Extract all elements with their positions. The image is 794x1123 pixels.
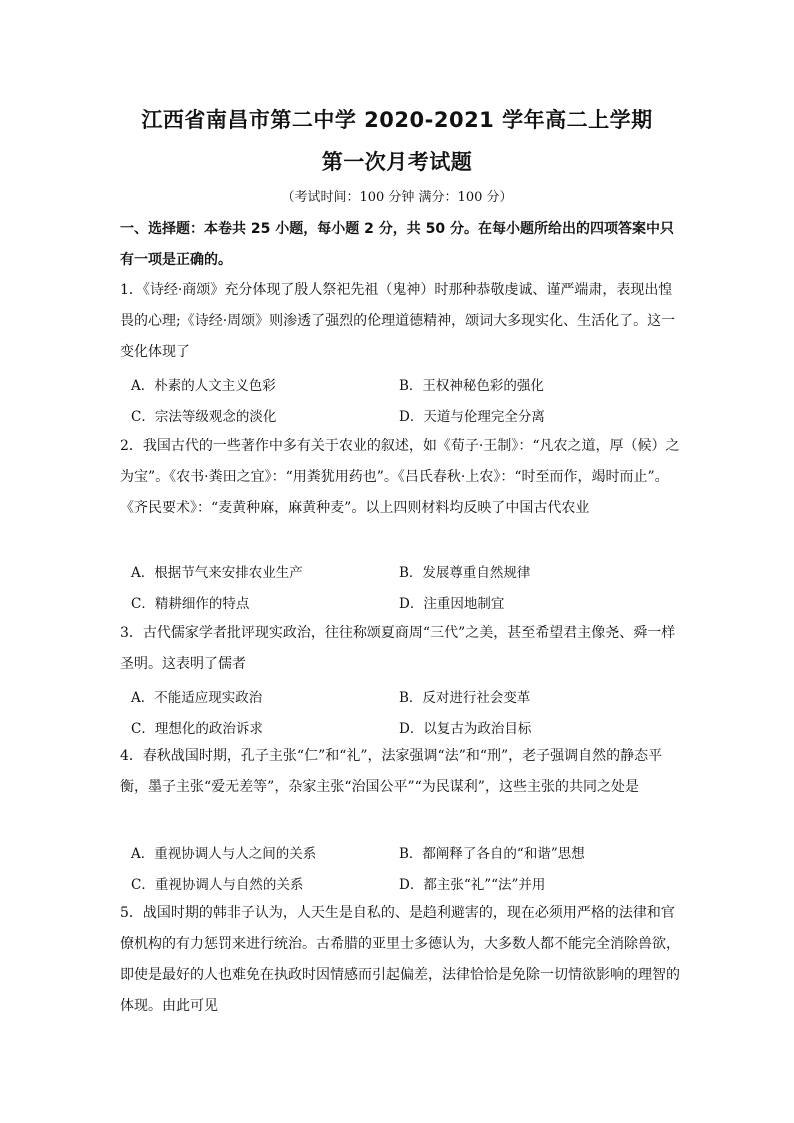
question-4-text: 4．春秋战国时期，孔子主张“仁”和“礼”，法家强调“法”和“刑”，老子强调自然的静态平衡，墨子主张“爱无差等”，杂家主张“治国公平”“为民谋利”，这些主张的共同之处是	[120, 748, 663, 795]
option-b: B．王权神秘色彩的强化	[399, 378, 544, 394]
option-b: B．发展尊重自然规律	[399, 565, 531, 581]
exam-time-and-score: （考试时间：100 分钟 满分：100 分）	[281, 190, 513, 205]
option-a: A．朴素的人文主义色彩	[131, 378, 276, 394]
question-1-text: 1．《诗经·商颂》充分体现了殷人祭祀先祖（鬼神）时那种恭敬虔诚、谨严端肃，表现出惶畏的心理;《诗经·周颂》则渗透了强烈的伦理道德精神，颂词大多现实化、生活化了。这一变化体现了	[120, 282, 676, 360]
exam-title-line1: 江西省南昌市第二中学 2020-2021 学年高二上学期	[141, 108, 653, 132]
option-c: C．精耕细作的特点	[131, 596, 250, 612]
question-2-text: 2．我国古代的一些著作中多有关于农业的叙述，如《荀子·王制》：“凡农之道，厚（候）之为宝”。《农书·粪田之宜》：“用粪犹用药也”。《吕氏春秋·上农》：“时至而作，竭时而止”。《齐民要术》：“麦黄种麻，麻黄种麦”。以上四则材料均反映了中国古代农业	[120, 438, 680, 516]
option-c: C．宗法等级观念的淡化	[131, 409, 277, 425]
exam-title-line2: 第一次月考试题	[321, 150, 473, 174]
option-b: B．都阐释了各自的“和谐”思想	[399, 846, 585, 862]
question-5-text: 5．战国时期的韩非子认为，人天生是自私的、是趋利避害的，现在必须用严格的法律和官僚机构的有力惩罚来进行统治。古希腊的亚里士多德认为，大多数人都不能完全消除兽欲，即使是最好的人也难免在执政时因情感而引起偏差，法律恰恰是免除一切情欲影响的理智的体现。由此可见	[120, 905, 680, 1014]
option-c: C．理想化的政治诉求	[131, 721, 263, 737]
option-c: C．重视协调人与自然的关系	[131, 877, 304, 893]
option-d: D．天道与伦理完全分离	[399, 409, 545, 425]
option-b: B．反对进行社会变革	[399, 690, 531, 706]
option-d: D．以复古为政治目标	[399, 721, 532, 737]
option-a: A．不能适应现实政治	[131, 690, 263, 706]
option-a: A．重视协调人与人之间的关系	[131, 846, 317, 862]
option-a: A．根据节气来安排农业生产	[131, 565, 303, 581]
option-d: D．注重因地制宜	[399, 596, 505, 612]
question-3-text: 3．古代儒家学者批评现实政治，往往称颂夏商周“三代”之美，甚至希望君主像尧、舜一样圣明。这表明了儒者	[120, 625, 676, 672]
section-heading: 一、选择题：本卷共 25 小题，每小题 2 分，共 50 分。在每小题所给出的四项答案中只有一项是正确的。	[120, 221, 674, 268]
option-d: D．都主张“礼”“法”并用	[399, 877, 546, 893]
